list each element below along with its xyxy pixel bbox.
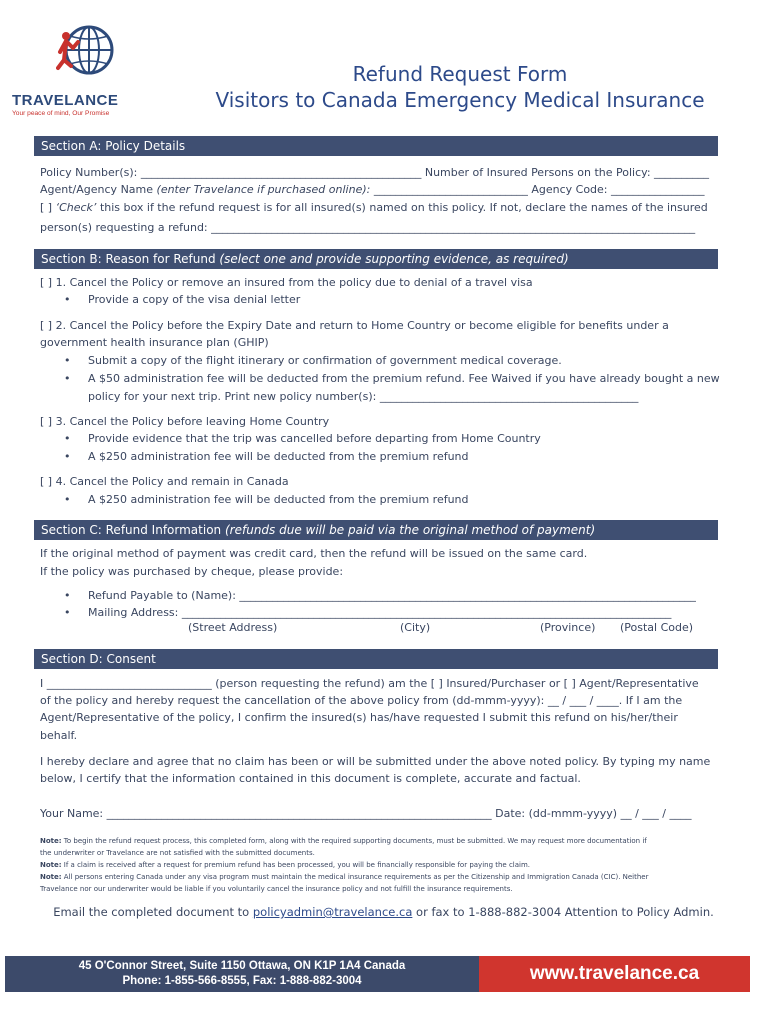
- insured-names-line[interactable]: person(s) requesting a refund: ________________________________________________________________________________________: [40, 221, 696, 234]
- declaration-line-2: below, I certify that the information contained in this document is complete, accurate and factual.: [40, 772, 581, 785]
- credit-card-note: If the original method of payment was credit card, then the refund will be issued on the same card.: [40, 547, 588, 560]
- email-suffix: or fax to 1-888-882-3004 Attention to Policy Admin.: [416, 905, 714, 919]
- list-item: • Submit a copy of the flight itinerary or confirmation of government medical coverage.: [64, 354, 562, 367]
- list-item-text: Provide a copy of the visa denial letter: [88, 293, 301, 306]
- list-item: • A $250 administration fee will be deducted from the premium refund: [64, 493, 469, 506]
- consent-line-4: behalf.: [40, 729, 78, 742]
- mailing-address-field[interactable]: • Mailing Address: _________________________________________________________________________________________: [64, 606, 672, 619]
- logo-tagline: Your peace of mind, Our Promise: [12, 110, 110, 117]
- list-item: • Provide evidence that the trip was cancelled before departing from Home Country: [64, 432, 541, 445]
- logo-name: TRAVELANCE: [12, 92, 119, 109]
- footer-phone: Phone: 1-855-566-8555, Fax: 1-888-882-3004: [122, 975, 362, 987]
- cheque-note: If the policy was purchased by cheque, please provide:: [40, 565, 344, 578]
- note-3: [40, 872, 649, 882]
- list-item-text: A $250 administration fee will be deducted from the premium refund: [88, 493, 469, 506]
- footer-address: 45 O'Connor Street, Suite 1150 Ottawa, ON K1P 1A4 Canada: [78, 960, 406, 972]
- all-insured-checkbox[interactable]: [ ]: [40, 201, 53, 214]
- list-item: • Provide a copy of the visa denial letter: [64, 293, 301, 306]
- note-text: If a claim is received after a request for premium refund has been processed, you will be financially responsible for paying the claim.: [63, 861, 531, 869]
- section-c-heading: Section C: Refund Information: [41, 523, 222, 537]
- list-item-text: Provide evidence that the trip was cancelled before departing from Home Country: [88, 432, 541, 445]
- note-label: Note:: [40, 873, 62, 881]
- form-title: Refund Request Form: [352, 62, 568, 86]
- note-1: [40, 836, 647, 846]
- section-b-heading-note: (select one and provide supporting evidence, as required): [219, 252, 569, 266]
- postal-code-label: (Postal Code): [620, 621, 694, 634]
- signature-line[interactable]: Your Name: ______________________________________________________________________ Date: (dd-mmm-yyyy) __ / ___ / ____: [40, 807, 692, 820]
- list-item-text: Mailing Address: _________________________________________________________________________________________: [88, 606, 672, 619]
- note-3-cont: Travelance nor our underwriter would be liable if you voluntarily cancel the insurance policy and not fulfill the insurance requirements.: [40, 885, 513, 893]
- email-link[interactable]: policyadmin@travelance.ca: [252, 905, 413, 919]
- globe-with-person-icon: [56, 22, 116, 82]
- section-b-header: [34, 249, 718, 269]
- section-a-header: [34, 136, 718, 156]
- footer: [5, 956, 750, 992]
- consent-line-1[interactable]: I ______________________________ (person requesting the refund) am the [ ] Insured/Purchaser or [ ] Agent/Representative: [40, 677, 699, 690]
- section-d-header: [34, 649, 718, 669]
- list-item: • A $50 administration fee will be deducted from the premium refund. Fee Waived if you have already bought a new: [64, 372, 720, 385]
- province-label: (Province): [540, 621, 596, 634]
- note-text: To begin the refund request process, this completed form, along with the required supporting documents, must be submitted. We may request more documentation if: [63, 837, 647, 845]
- email-prefix: Email the completed document to: [53, 905, 250, 919]
- policy-number-line[interactable]: Policy Number(s): ___________________________________________________ Number of Insured Persons on the Policy: __________: [40, 166, 710, 179]
- list-item-text: A $250 administration fee will be deducted from the premium refund: [88, 450, 469, 463]
- refund-option-1[interactable]: [ ] 1. Cancel the Policy or remove an insured from the policy due to denial of a travel visa: [40, 276, 533, 289]
- street-address-label: (Street Address): [188, 621, 278, 634]
- list-item-text: Submit a copy of the flight itinerary or confirmation of government medical coverage.: [88, 354, 562, 367]
- agent-code-field[interactable]: ____________________________ Agency Code: _________________: [373, 183, 705, 196]
- list-item-text: A $50 administration fee will be deducted from the premium refund. Fee Waived if you have already bought a new: [88, 372, 720, 385]
- list-item-text: Refund Payable to (Name): ___________________________________________________________________________________: [88, 589, 696, 602]
- refund-option-3[interactable]: [ ] 3. Cancel the Policy before leaving Home Country: [40, 415, 330, 428]
- section-b-heading: Section B: Reason for Refund: [41, 252, 216, 266]
- check-label: ‘Check’: [55, 201, 97, 214]
- consent-line-3: Agent/Representative of the policy, I confirm the insured(s) has/have requested I submit this refund on his/her/their: [40, 711, 678, 724]
- note-label: Note:: [40, 861, 62, 869]
- footer-contact: [5, 956, 479, 992]
- city-label: (City): [400, 621, 431, 634]
- form-subtitle: Visitors to Canada Emergency Medical Insurance: [215, 88, 705, 112]
- all-insured-line: [40, 201, 708, 215]
- list-item-text: policy for your next trip. Print new policy number(s): _______________________________________________: [88, 390, 639, 403]
- footer-website[interactable]: www.travelance.ca: [479, 956, 750, 992]
- travelance-logo: [10, 22, 145, 122]
- section-c-header: [34, 520, 718, 540]
- section-c-heading-note: (refunds due will be paid via the original method of payment): [224, 523, 596, 537]
- declaration-line-1: I hereby declare and agree that no claim has been or will be submitted under the above noted policy. By typing my name: [40, 755, 711, 768]
- note-label: Note:: [40, 837, 62, 845]
- email-instruction: [0, 905, 767, 919]
- note-1-cont: the underwriter or Travelance are not satisfied with the submitted documents.: [40, 849, 315, 857]
- consent-line-2[interactable]: of the policy and hereby request the cancellation of the above policy from (dd-mmm-yyyy): __ / ___ / ____. If I am the: [40, 694, 683, 707]
- section-d-heading: Section D: Consent: [41, 652, 156, 666]
- list-item: • A $250 administration fee will be deducted from the premium refund: [64, 450, 469, 463]
- refund-option-2-cont: government health insurance plan (GHIP): [40, 336, 269, 349]
- section-a-heading: Section A: Policy Details: [41, 139, 186, 153]
- refund-option-4[interactable]: [ ] 4. Cancel the Policy and remain in Canada: [40, 475, 289, 488]
- agent-name-line[interactable]: [40, 183, 705, 197]
- new-policy-number-field[interactable]: [64, 390, 638, 404]
- agent-name-hint: (enter Travelance if purchased online):: [156, 183, 371, 196]
- agent-name-label: Agent/Agency Name: [40, 183, 154, 196]
- refund-option-2[interactable]: [ ] 2. Cancel the Policy before the Expiry Date and return to Home Country or become eligible for benefits under a: [40, 319, 669, 332]
- all-insured-text: this box if the refund request is for all insured(s) named on this policy. If not, declare the names of the insured: [99, 201, 708, 214]
- note-text: All persons entering Canada under any visa program must maintain the medical insurance requirements as per the Citizenship and Immigration Canada (CIC). Neither: [63, 873, 649, 881]
- refund-payable-field[interactable]: • Refund Payable to (Name): ___________________________________________________________________________________: [64, 589, 696, 602]
- note-2: [40, 860, 530, 870]
